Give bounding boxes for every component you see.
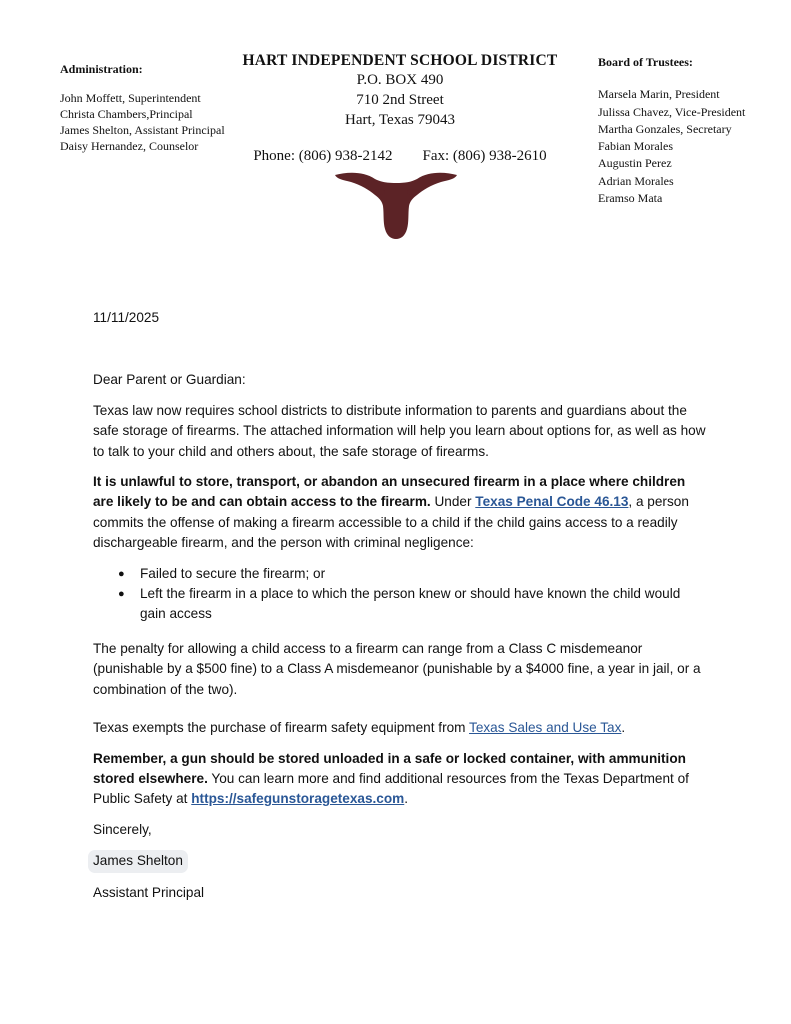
list-item: ● Left the firearm in a place to which the person knew or should have known the child would gain access bbox=[118, 584, 708, 625]
signer-title: Assistant Principal bbox=[93, 884, 205, 900]
law-bold-text: It is unlawful to store, transport, or abandon an unsecured firearm in a place where children are likely to be and can obtain access to the firearm. bbox=[93, 474, 686, 510]
administration-member: John Moffett, Superintendent bbox=[60, 91, 201, 105]
intro-paragraph: Texas law now requires school districts to distribute information to parents and guardians about the safe storage of firearms. The attached information will help you learn about options for, as well as how to talk to your child and others about, the safe storage of firearms. bbox=[93, 402, 706, 459]
district-po-box: P.O. BOX 490 bbox=[356, 72, 444, 88]
administration-block bbox=[60, 61, 250, 154]
remember-rest-text: You can learn more and find additional resources from the Texas Department of Public Safety at bbox=[93, 770, 689, 807]
district-street: 710 2nd Street bbox=[356, 92, 444, 108]
board-member: Eramso Mata bbox=[598, 191, 663, 206]
tax-text: Texas exempts the purchase of firearm safety equipment from bbox=[93, 720, 470, 736]
signature-line bbox=[93, 850, 708, 872]
board-member: Augustin Perez bbox=[598, 156, 672, 171]
administration-member: Daisy Hernandez, Counselor bbox=[60, 139, 199, 153]
administration-heading: Administration: bbox=[60, 62, 143, 76]
board-member: Julissa Chavez, Vice-President bbox=[598, 104, 746, 119]
district-phone: Phone: (806) 938-2142 bbox=[253, 148, 393, 164]
salutation: Dear Parent or Guardian: bbox=[93, 372, 246, 388]
board-member: Martha Gonzales, Secretary bbox=[598, 121, 732, 136]
administration-member: James Shelton, Assistant Principal bbox=[60, 123, 225, 137]
tax-end: . bbox=[621, 720, 626, 736]
remember-bold-text: Remember, a gun should be stored unloaded in a safe or locked container, with ammunition stored elsewhere. bbox=[93, 750, 686, 786]
letter-body bbox=[93, 308, 708, 913]
list-item: ● Failed to secure the firearm; or bbox=[118, 564, 708, 584]
board-member: Adrian Morales bbox=[598, 173, 674, 188]
dps-website-link[interactable]: https://safegunstoragetexas.com bbox=[191, 791, 405, 807]
board-member: Marsela Marin, President bbox=[598, 87, 720, 102]
signer-name: James Shelton bbox=[88, 850, 188, 872]
law-under-text: Under bbox=[430, 494, 476, 510]
penal-code-link[interactable]: Texas Penal Code 46.13 bbox=[475, 494, 629, 510]
longhorn-icon bbox=[333, 168, 459, 242]
board-block bbox=[598, 54, 778, 207]
district-name: HART INDEPENDENT SCHOOL DISTRICT bbox=[242, 52, 558, 69]
remember-paragraph bbox=[93, 749, 708, 810]
penalty-paragraph: The penalty for allowing a child access to a firearm can range from a Class C misdemeanor (punishable by a $500 fine) to a Class A misdemeanor (punishable by a $4000 fine, a year in jail, or a combination of the two). bbox=[93, 640, 701, 697]
negligence-list bbox=[93, 564, 708, 625]
district-city: Hart, Texas 79043 bbox=[345, 112, 455, 128]
district-letterhead bbox=[230, 52, 570, 164]
board-member: Fabian Morales bbox=[598, 139, 673, 154]
sales-tax-link[interactable]: Texas Sales and Use Tax bbox=[469, 720, 622, 736]
law-rest-text: , a person commits the offense of making a firearm accessible to a child if the child gains access to a readily dischargeable firearm, and the person with criminal negligence: bbox=[93, 494, 689, 551]
district-fax: Fax: (806) 938-2610 bbox=[422, 148, 547, 164]
law-paragraph bbox=[93, 472, 708, 554]
district-contact bbox=[230, 148, 570, 165]
letter-date: 11/11/2025 bbox=[93, 310, 160, 325]
board-heading: Board of Trustees: bbox=[598, 55, 693, 69]
tax-paragraph bbox=[93, 718, 708, 738]
administration-member: Christa Chambers,Principal bbox=[60, 107, 193, 121]
closing: Sincerely, bbox=[93, 821, 152, 837]
remember-end: . bbox=[404, 791, 409, 807]
